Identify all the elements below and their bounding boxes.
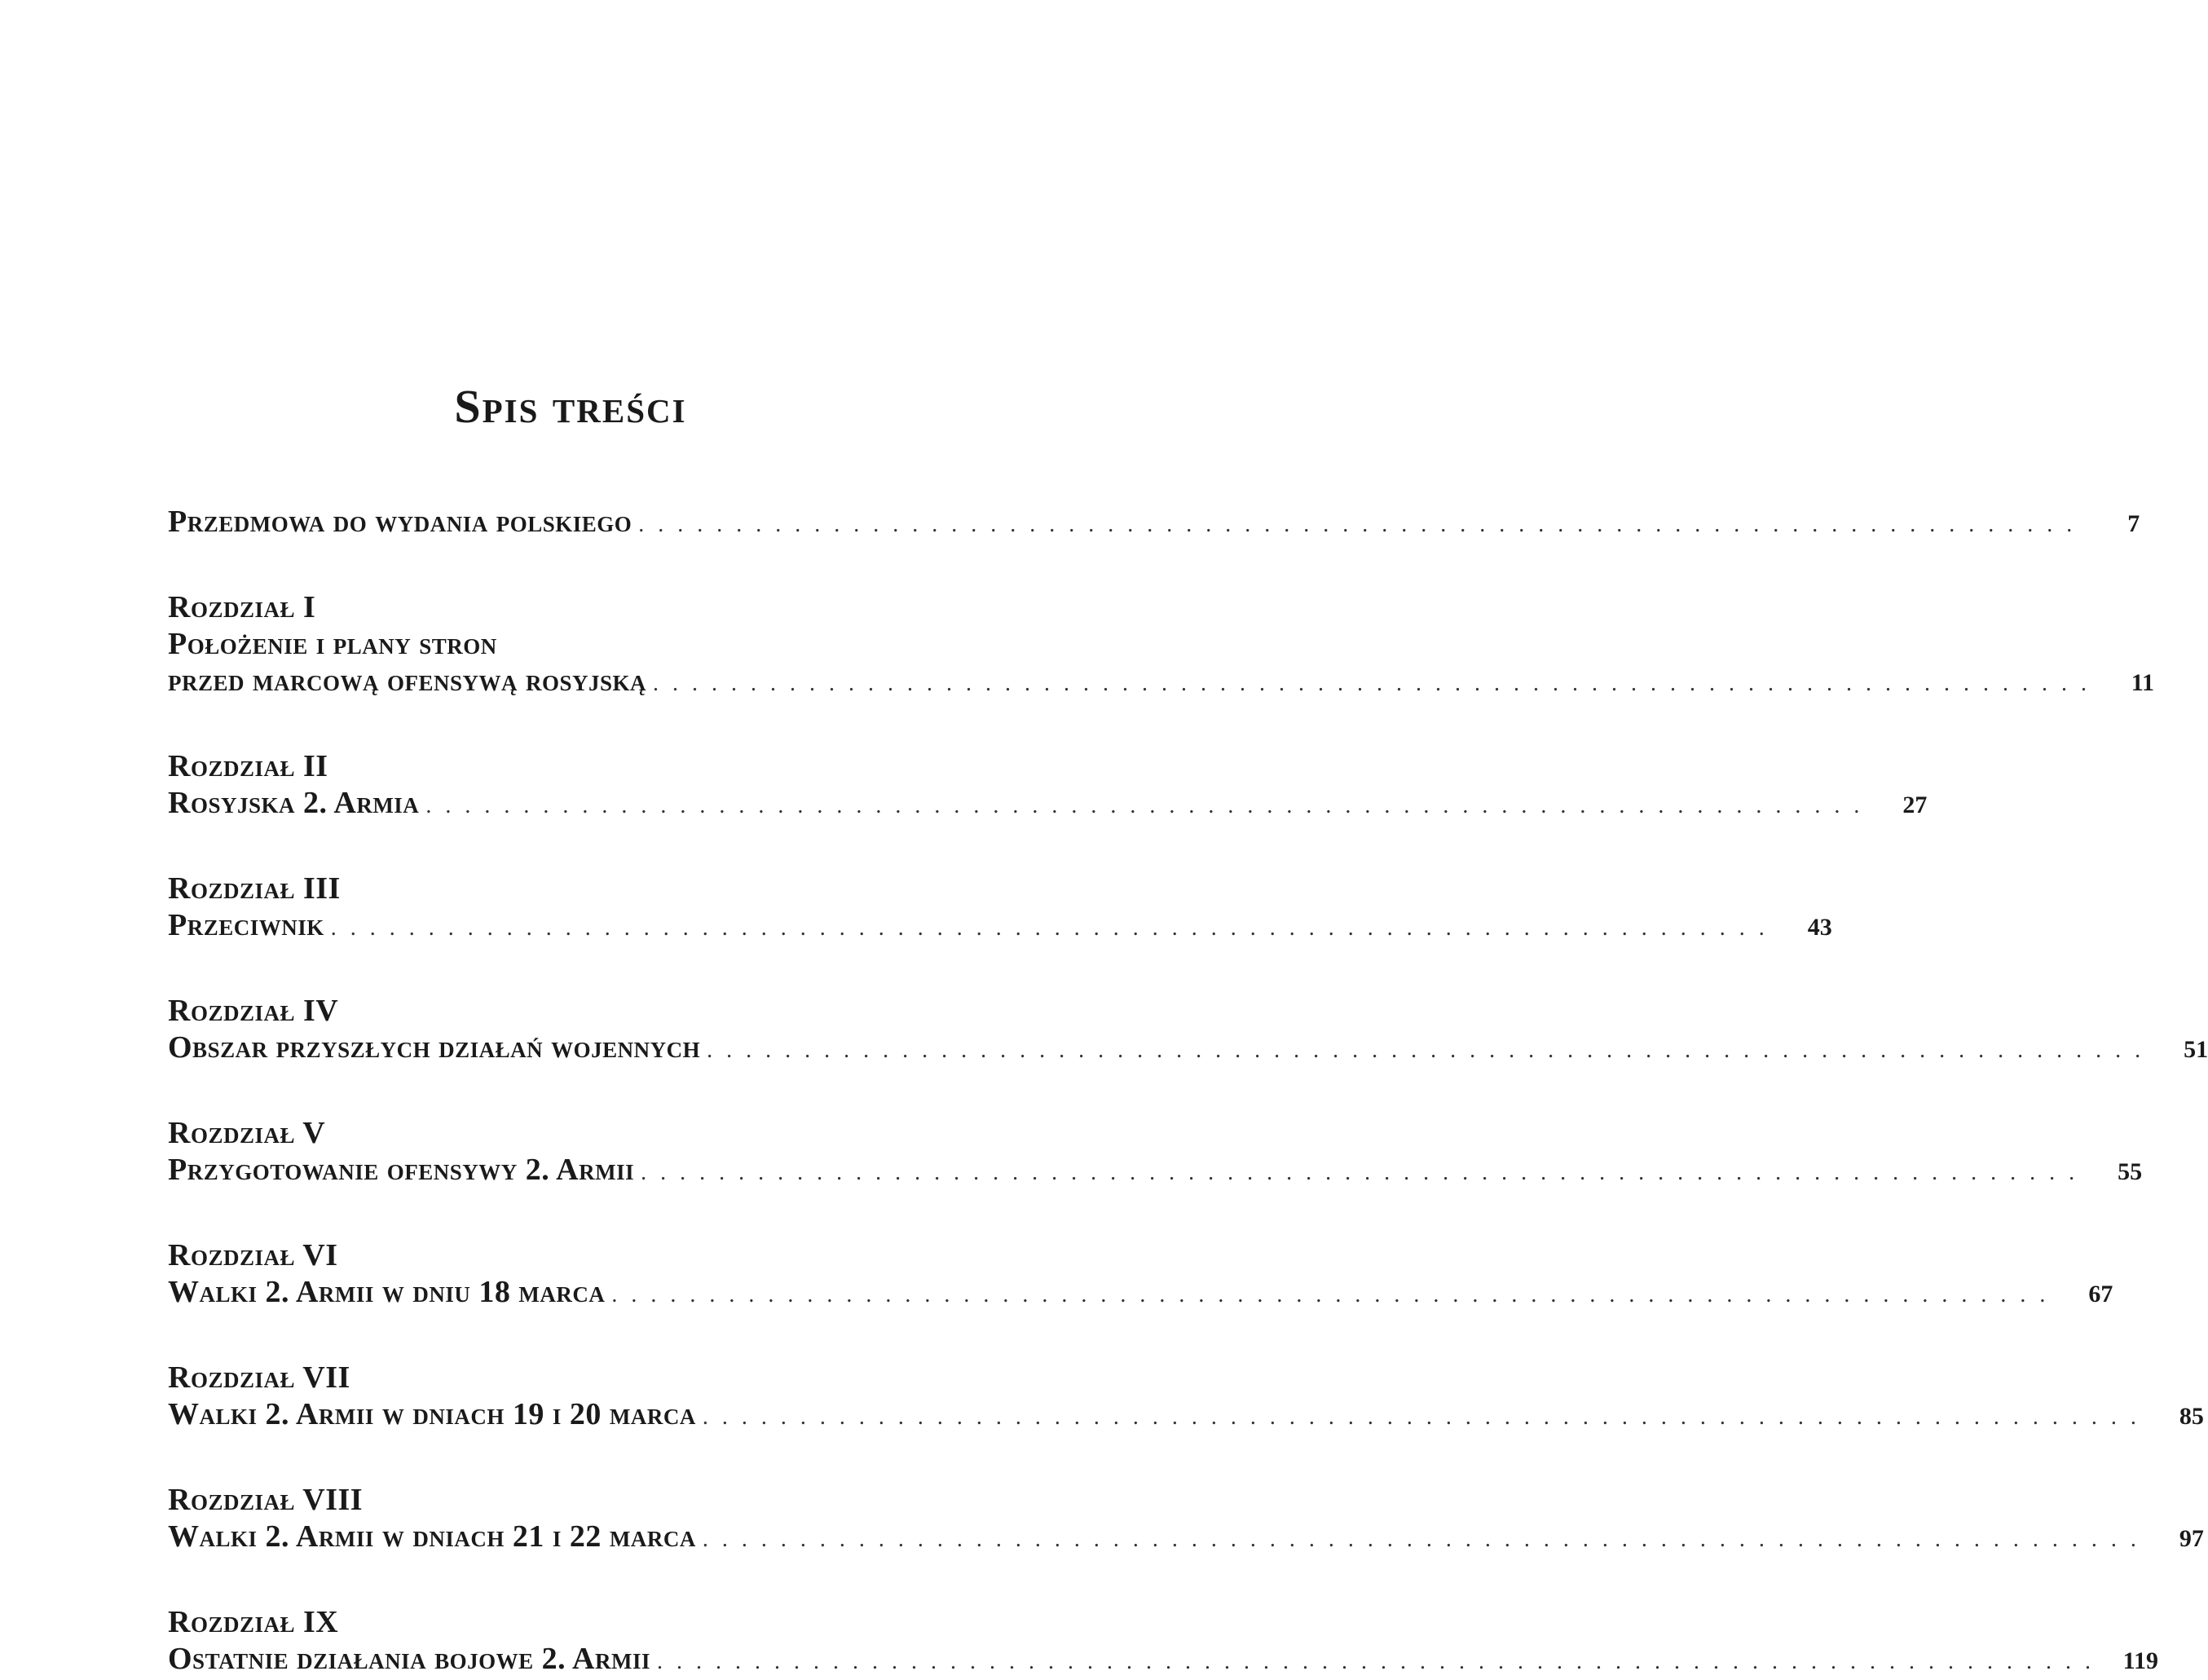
chapter-label: Rozdział I xyxy=(168,590,316,624)
entry-title-line: Obszar przyszłych działań wojennych xyxy=(168,1030,701,1065)
entry-title-row xyxy=(168,785,1928,824)
entry-spacer xyxy=(168,824,996,871)
entry-spacer xyxy=(168,1435,996,1482)
entry-title-line: Przeciwnik xyxy=(168,908,324,942)
chapter-label: Rozdział IV xyxy=(168,994,339,1028)
entry-title-row xyxy=(168,663,2155,702)
entry-spacer xyxy=(168,1069,996,1115)
entry-spacer xyxy=(168,946,996,993)
entry-title-row xyxy=(168,1396,2204,1435)
entry-spacer xyxy=(168,1558,996,1604)
entry-title-line: Ostatnie działania bojowe 2. Armii xyxy=(168,1642,650,1676)
page-number: 7 xyxy=(2127,510,2140,537)
entry-spacer xyxy=(168,1191,996,1237)
toc-entry[interactable] xyxy=(168,993,2208,1069)
toc-entry[interactable] xyxy=(168,1237,2113,1313)
dot-leader: . . . . . . . . . . . . . . . . . . . . . . . . . . . . . . . . . . . . . . . . . . . . . . . . . . . . . . . . . . . . . . . . . . . . . . . . . . xyxy=(425,793,1864,818)
table-of-contents xyxy=(168,504,2208,1680)
toc-entry[interactable] xyxy=(168,871,1832,946)
entry-title-line: Walki 2. Armii w dniach 21 i 22 marca xyxy=(168,1519,696,1554)
dot-leader: . . . . . . . . . . . . . . . . . . . . . . . . . . . . . . . . . . . . . . . . . . . . . . . . . . . . . . . . . . . . . . . . . . . . . . . . . . xyxy=(641,1160,2079,1185)
chapter-label: Rozdział III xyxy=(168,871,341,906)
chapter-label: Rozdział II xyxy=(168,749,328,783)
entry-title-line: Przygotowanie ofensywy 2. Armii xyxy=(168,1153,635,1187)
page-number: 11 xyxy=(2131,669,2155,696)
dot-leader: . . . . . . . . . . . . . . . . . . . . . . . . . . . . . . . . . . . . . . . . . . . . . . . . . . . . . . . . . . . . . . . . . . . . . . . . . . xyxy=(702,1527,2140,1552)
dot-leader: . . . . . . . . . . . . . . . . . . . . . . . . . . . . . . . . . . . . . . . . . . . . . . . . . . . . . . . . . . . . . . . . . . . . . . . . . . xyxy=(330,915,1769,941)
chapter-label: Rozdział VIII xyxy=(168,1483,364,1517)
entry-title-row xyxy=(168,1641,2158,1680)
toc-entry[interactable] xyxy=(168,589,2155,702)
entry-title-line: Rosyjska 2. Armia xyxy=(168,786,420,820)
entry-spacer xyxy=(168,1313,996,1360)
chapter-label: Rozdział VII xyxy=(168,1360,350,1395)
dot-leader: . . . . . . . . . . . . . . . . . . . . . . . . . . . . . . . . . . . . . . . . . . . . . . . . . . . . . . . . . . . . . . . . . . . . . . . . . . xyxy=(707,1038,2145,1063)
dot-leader: . . . . . . . . . . . . . . . . . . . . . . . . . . . . . . . . . . . . . . . . . . . . . . . . . . . . . . . . . . . . . . . . . . . . . . . . . . xyxy=(702,1404,2140,1430)
page-number: 85 xyxy=(2179,1403,2204,1430)
entry-title-row xyxy=(168,1519,2204,1558)
entry-title-row xyxy=(168,1274,2113,1313)
entry-spacer xyxy=(168,702,996,748)
chapter-label: Rozdział IX xyxy=(168,1605,339,1639)
dot-leader: . . . . . . . . . . . . . . . . . . . . . . . . . . . . . . . . . . . . . . . . . . . . . . . . . . . . . . . . . . . . . . . . . . . . . . . . . . xyxy=(653,671,2091,696)
page-number: 43 xyxy=(1807,914,1832,941)
page-title: Spis treści xyxy=(454,380,687,433)
entry-title-line: Przedmowa do wydania polskiego xyxy=(168,505,632,539)
chapter-label: Rozdział V xyxy=(168,1116,326,1150)
entry-title-line: Położenie i plany stron xyxy=(168,627,497,661)
toc-entry[interactable] xyxy=(168,1115,2143,1191)
dot-leader: . . . . . . . . . . . . . . . . . . . . . . . . . . . . . . . . . . . . . . . . . . . . . . . . . . . . . . . . . . . . . . . . . . . . . . . . . . xyxy=(638,512,2077,537)
page-number: 97 xyxy=(2179,1525,2204,1552)
toc-entry[interactable] xyxy=(168,748,1928,824)
toc-entry[interactable] xyxy=(168,1604,2158,1680)
entry-title-line: Walki 2. Armii w dniu 18 marca xyxy=(168,1275,606,1309)
entry-title-line: przed marcową ofensywą rosyjską xyxy=(168,664,647,698)
toc-entry[interactable] xyxy=(168,1360,2204,1435)
page-number: 55 xyxy=(2118,1158,2143,1185)
toc-entry[interactable] xyxy=(168,504,2140,543)
chapter-label: Rozdział VI xyxy=(168,1238,338,1272)
page-number: 67 xyxy=(2088,1281,2113,1307)
dot-leader: . . . . . . . . . . . . . . . . . . . . . . . . . . . . . . . . . . . . . . . . . . . . . . . . . . . . . . . . . . . . . . . . . . . . . . . . . . xyxy=(611,1282,2050,1307)
page-number: 119 xyxy=(2122,1647,2158,1674)
entry-title-row xyxy=(168,504,2140,543)
entry-title-row xyxy=(168,1152,2143,1191)
page-number: 27 xyxy=(1902,791,1928,818)
dot-leader: . . . . . . . . . . . . . . . . . . . . . . . . . . . . . . . . . . . . . . . . . . . . . . . . . . . . . . . . . . . . . . . . . . . . . . . . . . xyxy=(657,1649,2095,1674)
entry-title-row xyxy=(168,1030,2208,1069)
page-number: 51 xyxy=(2184,1036,2208,1063)
toc-entry[interactable] xyxy=(168,1482,2204,1558)
entry-title-row xyxy=(168,907,1832,946)
entry-title-line: Walki 2. Armii w dniach 19 i 20 marca xyxy=(168,1397,696,1431)
entry-spacer xyxy=(168,543,996,589)
